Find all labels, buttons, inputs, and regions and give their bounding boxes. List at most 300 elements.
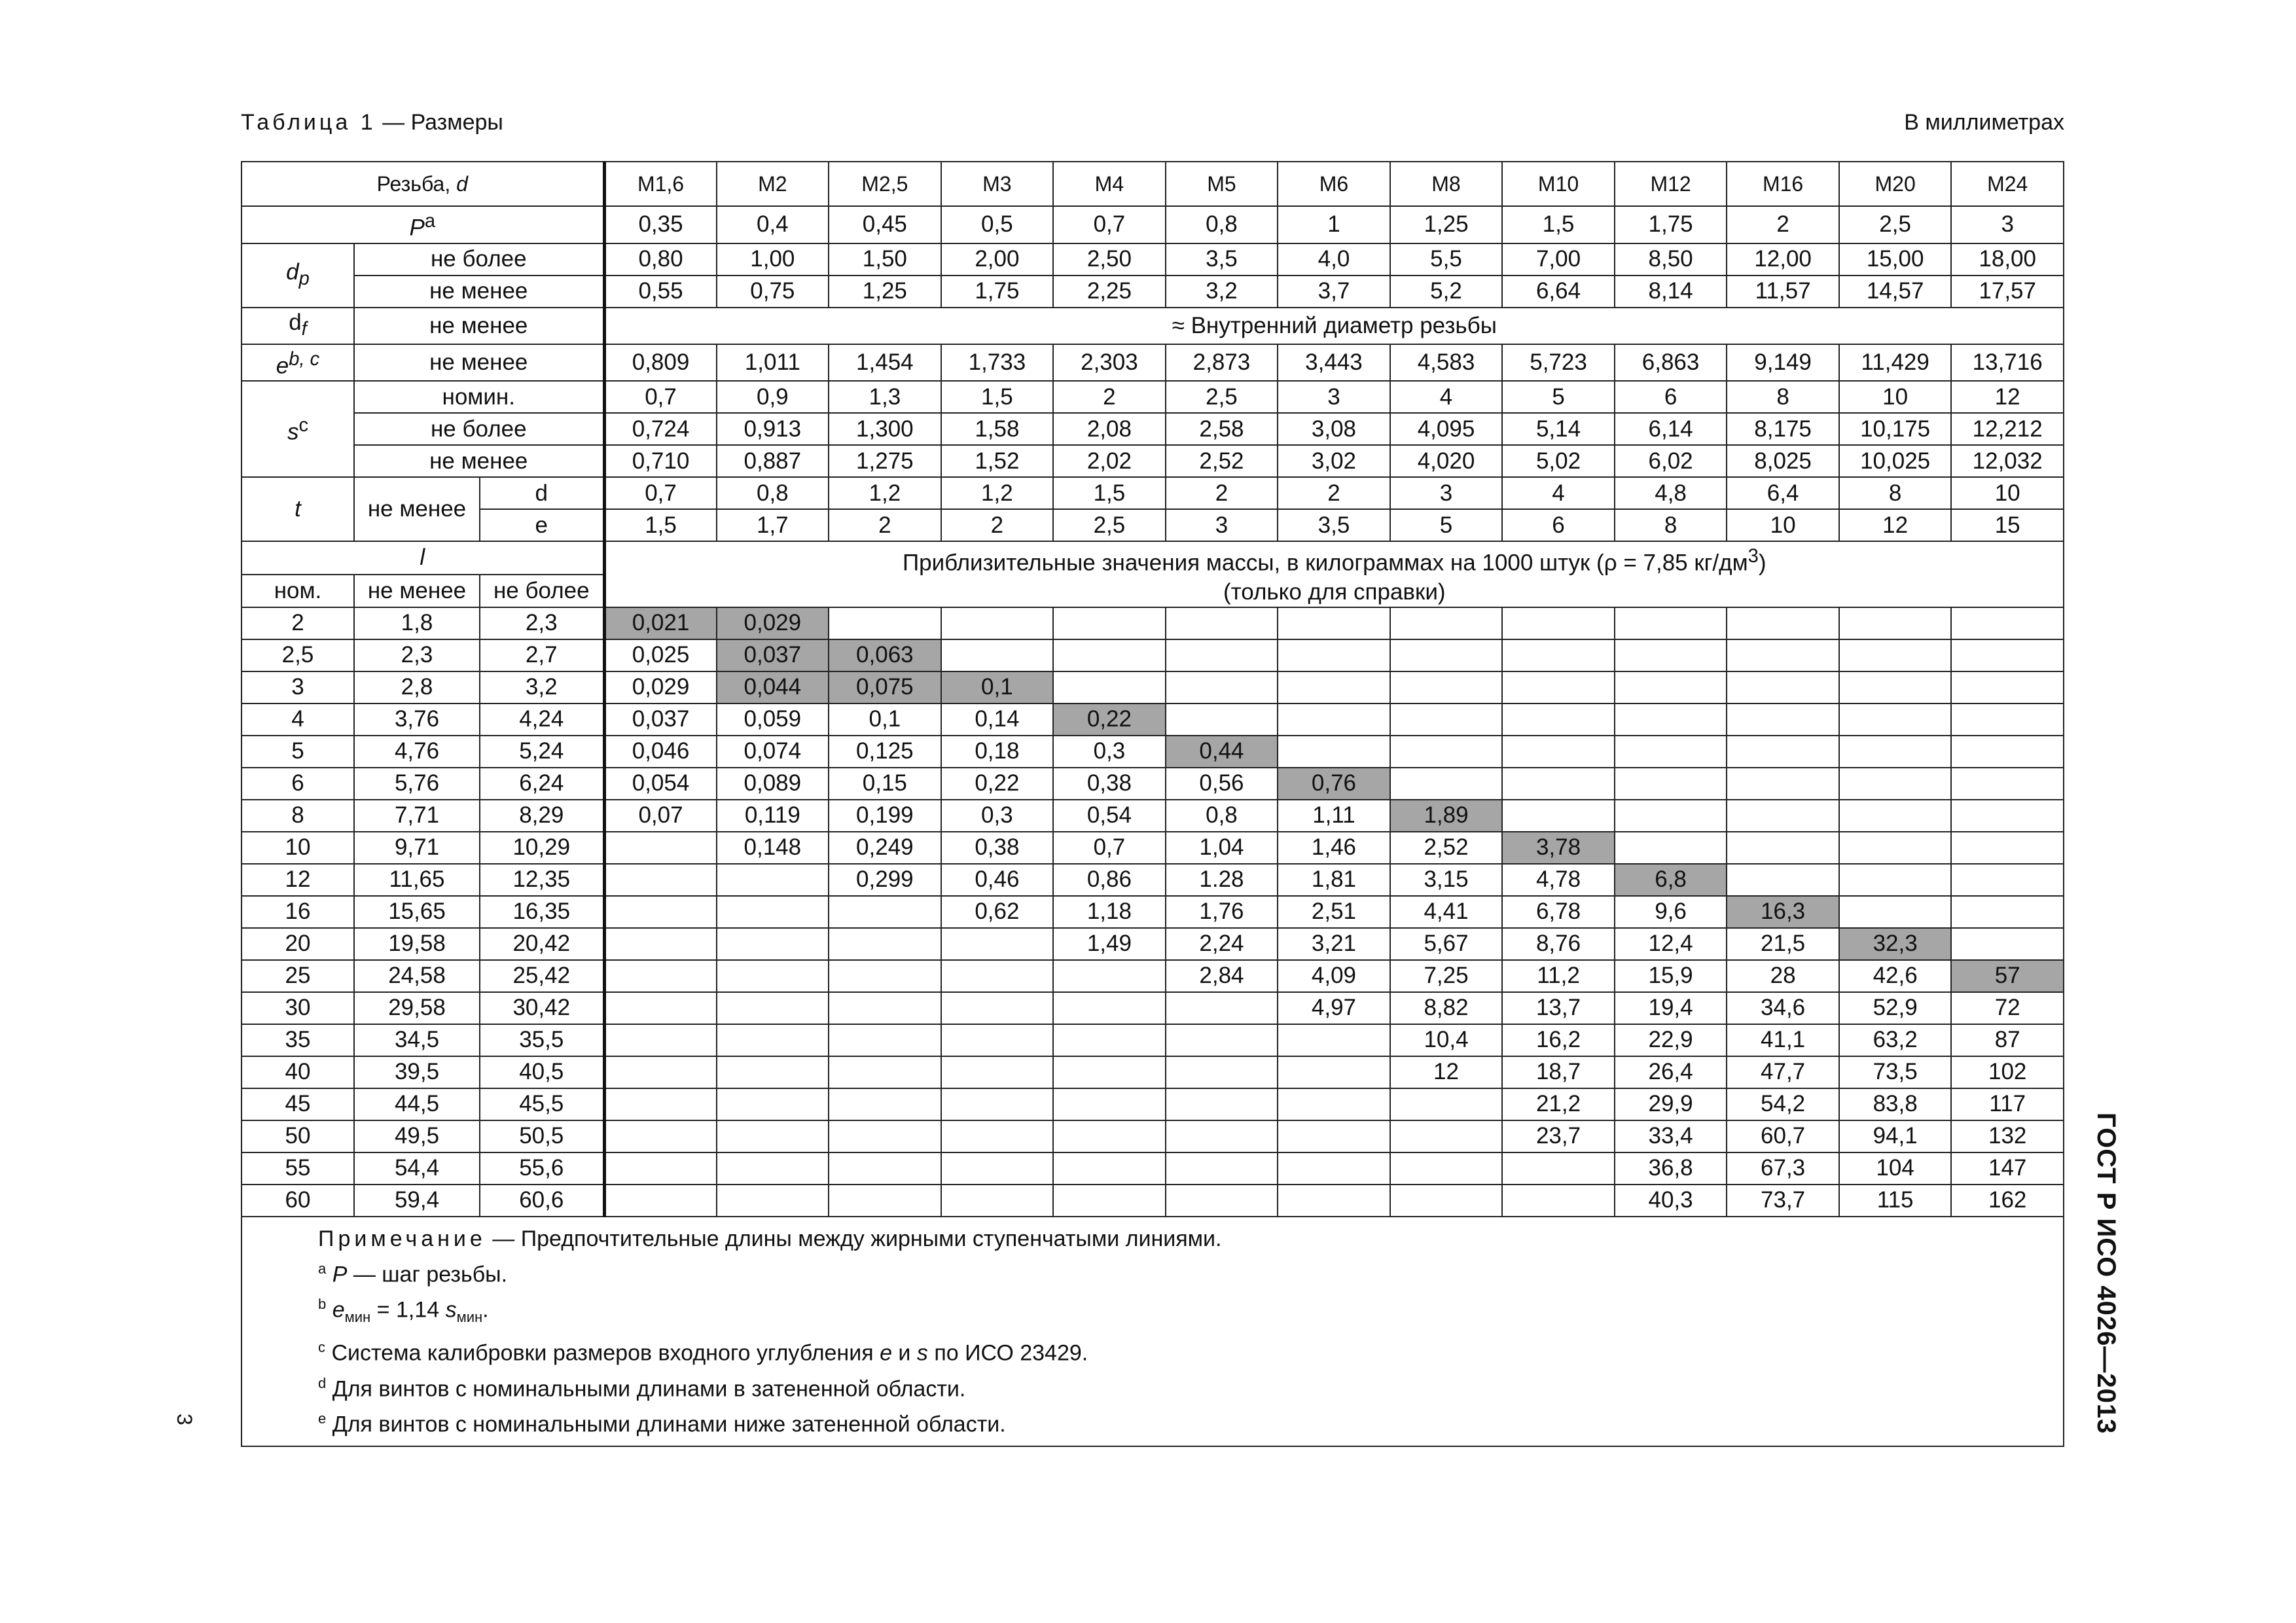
- mass-cell: 0,38: [1053, 768, 1166, 800]
- mass-cell: 72: [1951, 992, 2064, 1024]
- length-max-label: не более: [480, 575, 604, 607]
- value-cell: 1,2: [829, 477, 941, 509]
- value-cell: 0,7: [604, 381, 717, 413]
- value-cell: 2,50: [1053, 243, 1166, 276]
- mass-cell: 11,2: [1502, 960, 1615, 992]
- mass-cell: [829, 1056, 941, 1088]
- length-min-cell: 2,8: [354, 671, 480, 704]
- length-nom-cell: 45: [242, 1088, 354, 1120]
- value-cell: 2,5: [1166, 381, 1278, 413]
- mass-cell: 19,4: [1615, 992, 1727, 1024]
- length-max-cell: 4,24: [480, 704, 604, 736]
- value-cell: 1,5: [1502, 206, 1615, 243]
- row-df: [242, 308, 2064, 344]
- mass-cell: 28: [1727, 960, 1839, 992]
- mass-cell: 0,3: [941, 800, 1054, 832]
- mass-row: [242, 800, 2064, 832]
- mass-cell: [941, 1185, 1054, 1217]
- mass-cell: 0,22: [941, 768, 1054, 800]
- size-header-12: M24: [1951, 162, 2064, 206]
- mass-cell: [941, 1152, 1054, 1185]
- mass-cell: 52,9: [1839, 992, 1952, 1024]
- value-cell: 3,08: [1278, 413, 1390, 445]
- mass-cell: 147: [1951, 1152, 2064, 1185]
- length-min-cell: 5,76: [354, 768, 480, 800]
- size-header-2: M2,5: [829, 162, 941, 206]
- mass-cell: 4,78: [1502, 864, 1615, 896]
- mass-cell: [717, 992, 829, 1024]
- mass-cell: [1615, 736, 1727, 768]
- value-cell: 11,429: [1839, 344, 1952, 382]
- mass-row: [242, 960, 2064, 992]
- length-min-cell: 59,4: [354, 1185, 480, 1217]
- mass-cell: [1053, 1024, 1166, 1056]
- mass-cell: [1839, 832, 1952, 864]
- units-label: В миллиметрах: [1904, 110, 2064, 135]
- mass-cell: [1727, 832, 1839, 864]
- value-cell: 5,2: [1390, 276, 1503, 308]
- mass-cell: 6,78: [1502, 896, 1615, 928]
- mass-cell: 42,6: [1839, 960, 1952, 992]
- mass-cell: [717, 896, 829, 928]
- mass-cell: [1951, 768, 2064, 800]
- mass-row: [242, 864, 2064, 896]
- mass-cell: [1278, 639, 1390, 671]
- mass-cell: 22,9: [1615, 1024, 1727, 1056]
- mass-cell: 0,074: [717, 736, 829, 768]
- mass-cell: [604, 1185, 717, 1217]
- size-header-4: M4: [1053, 162, 1166, 206]
- value-cell: 8: [1615, 509, 1727, 541]
- mass-cell: [941, 1056, 1054, 1088]
- mass-cell: [1278, 671, 1390, 704]
- mass-cell: [1502, 1185, 1615, 1217]
- size-header-9: M12: [1615, 162, 1727, 206]
- mass-cell: [829, 896, 941, 928]
- mass-row: [242, 928, 2064, 960]
- mass-cell: 1,11: [1278, 800, 1390, 832]
- mass-cell: 0,037: [604, 704, 717, 736]
- value-cell: 1,7: [717, 509, 829, 541]
- value-cell: 15: [1951, 509, 2064, 541]
- value-cell: 1,75: [1615, 206, 1727, 243]
- value-cell: 6,4: [1727, 477, 1839, 509]
- mass-cell: [829, 960, 941, 992]
- mass-cell: [1053, 1185, 1166, 1217]
- value-cell: 0,80: [604, 243, 717, 276]
- value-cell: 8,14: [1615, 276, 1727, 308]
- value-cell: 2,25: [1053, 276, 1166, 308]
- mass-cell: [1166, 992, 1278, 1024]
- length-nom-cell: 2,5: [242, 639, 354, 671]
- value-cell: 2,00: [941, 243, 1054, 276]
- s-min-label: не менее: [354, 445, 604, 477]
- length-max-cell: 6,24: [480, 768, 604, 800]
- mass-cell: 73,7: [1727, 1185, 1839, 1217]
- length-max-cell: 45,5: [480, 1088, 604, 1120]
- mass-cell: 1,04: [1166, 832, 1278, 864]
- mass-cell: [1278, 1120, 1390, 1152]
- value-cell: 4,0: [1278, 243, 1390, 276]
- mass-cell: [1727, 704, 1839, 736]
- length-nom-cell: 55: [242, 1152, 354, 1185]
- value-cell: 10,025: [1839, 445, 1952, 477]
- mass-cell: [1278, 1024, 1390, 1056]
- length-max-cell: 30,42: [480, 992, 604, 1024]
- mass-cell: [1951, 928, 2064, 960]
- mass-cell: [829, 607, 941, 639]
- value-cell: 4,583: [1390, 344, 1503, 382]
- mass-cell: [1278, 704, 1390, 736]
- value-cell: 0,35: [604, 206, 717, 243]
- length-nom-label: ном.: [242, 575, 354, 607]
- mass-cell: [1166, 607, 1278, 639]
- value-cell: 1,5: [1053, 477, 1166, 509]
- value-cell: 9,149: [1727, 344, 1839, 382]
- mass-cell: 0,089: [717, 768, 829, 800]
- value-cell: 2,58: [1166, 413, 1278, 445]
- mass-cell: [1390, 671, 1503, 704]
- value-cell: 17,57: [1951, 276, 2064, 308]
- length-min-cell: 44,5: [354, 1088, 480, 1120]
- mass-cell: [1727, 607, 1839, 639]
- mass-cell: [1727, 639, 1839, 671]
- value-cell: 15,00: [1839, 243, 1952, 276]
- thread-header: Резьба, d: [242, 162, 604, 206]
- value-cell: 2: [1278, 477, 1390, 509]
- mass-cell: 2,24: [1166, 928, 1278, 960]
- mass-cell: 0,119: [717, 800, 829, 832]
- notes-row: [242, 1217, 2064, 1446]
- mass-cell: 0,18: [941, 736, 1054, 768]
- mass-cell: 34,6: [1727, 992, 1839, 1024]
- mass-cell: 102: [1951, 1056, 2064, 1088]
- mass-cell: [941, 928, 1054, 960]
- row-dp-min: [242, 276, 2064, 308]
- mass-cell: [1502, 800, 1615, 832]
- value-cell: 1,58: [941, 413, 1054, 445]
- mass-cell: 4,41: [1390, 896, 1503, 928]
- value-cell: 2,873: [1166, 344, 1278, 382]
- mass-cell: [604, 1152, 717, 1185]
- length-min-cell: 1,8: [354, 607, 480, 639]
- value-cell: 0,913: [717, 413, 829, 445]
- value-cell: 0,8: [1166, 206, 1278, 243]
- page-number: 3: [173, 1414, 196, 1425]
- value-cell: 1,00: [717, 243, 829, 276]
- mass-row: [242, 1088, 2064, 1120]
- size-header-1: M2: [717, 162, 829, 206]
- mass-cell: 0,029: [604, 671, 717, 704]
- size-header-7: M8: [1390, 162, 1503, 206]
- size-header-5: M5: [1166, 162, 1278, 206]
- mass-cell: 104: [1839, 1152, 1952, 1185]
- length-nom-cell: 8: [242, 800, 354, 832]
- length-max-cell: 16,35: [480, 896, 604, 928]
- mass-cell: [1951, 704, 2064, 736]
- value-cell: 4,020: [1390, 445, 1503, 477]
- mass-row: [242, 1056, 2064, 1088]
- value-cell: 0,45: [829, 206, 941, 243]
- length-nom-cell: 16: [242, 896, 354, 928]
- mass-cell: [1951, 671, 2064, 704]
- mass-cell: [1166, 1185, 1278, 1217]
- length-min-cell: 24,58: [354, 960, 480, 992]
- mass-cell: [1502, 671, 1615, 704]
- mass-cell: [1951, 800, 2064, 832]
- value-cell: 5: [1390, 509, 1503, 541]
- mass-cell: 15,9: [1615, 960, 1727, 992]
- mass-cell: [1951, 736, 2064, 768]
- value-cell: 1,25: [1390, 206, 1503, 243]
- mass-cell: 0,063: [829, 639, 941, 671]
- length-nom-cell: 25: [242, 960, 354, 992]
- length-min-label: не менее: [354, 575, 480, 607]
- mass-cell: [1053, 639, 1166, 671]
- mass-cell: 32,3: [1839, 928, 1952, 960]
- mass-cell: 23,7: [1502, 1120, 1615, 1152]
- length-max-cell: 40,5: [480, 1056, 604, 1088]
- dimensions-table: [241, 161, 2064, 1447]
- mass-cell: 0,199: [829, 800, 941, 832]
- length-max-cell: 2,7: [480, 639, 604, 671]
- mass-cell: [717, 1185, 829, 1217]
- length-nom-cell: 50: [242, 1120, 354, 1152]
- mass-cell: [1839, 800, 1952, 832]
- value-cell: 4: [1502, 477, 1615, 509]
- mass-cell: 12,4: [1615, 928, 1727, 960]
- mass-cell: [1278, 1088, 1390, 1120]
- value-cell: 5: [1502, 381, 1615, 413]
- mass-cell: 115: [1839, 1185, 1952, 1217]
- mass-cell: 10,4: [1390, 1024, 1503, 1056]
- mass-cell: 0,148: [717, 832, 829, 864]
- mass-cell: [829, 1088, 941, 1120]
- length-max-cell: 10,29: [480, 832, 604, 864]
- mass-cell: 3,78: [1502, 832, 1615, 864]
- mass-cell: 60,7: [1727, 1120, 1839, 1152]
- size-header-6: M6: [1278, 162, 1390, 206]
- value-cell: 2: [829, 509, 941, 541]
- value-cell: 0,9: [717, 381, 829, 413]
- mass-cell: 0,62: [941, 896, 1054, 928]
- length-nom-cell: 20: [242, 928, 354, 960]
- mass-cell: 1,49: [1053, 928, 1166, 960]
- length-min-cell: 11,65: [354, 864, 480, 896]
- mass-cell: [1390, 704, 1503, 736]
- mass-cell: [1502, 1152, 1615, 1185]
- mass-cell: 47,7: [1727, 1056, 1839, 1088]
- length-nom-cell: 10: [242, 832, 354, 864]
- mass-cell: [1278, 607, 1390, 639]
- value-cell: 2,02: [1053, 445, 1166, 477]
- mass-cell: 0,1: [941, 671, 1054, 704]
- mass-cell: [1390, 736, 1503, 768]
- value-cell: 1,75: [941, 276, 1054, 308]
- row-t-e: [242, 509, 2064, 541]
- footnote-b: $^b$ $e_{мин} = 1,14$ $s_{мин}$.: [318, 1296, 489, 1326]
- mass-cell: 2,52: [1390, 832, 1503, 864]
- value-cell: 8,175: [1727, 413, 1839, 445]
- size-header-10: M16: [1727, 162, 1839, 206]
- row-t-d: [242, 477, 2064, 509]
- mass-cell: 67,3: [1727, 1152, 1839, 1185]
- df-min-label: не менее: [354, 308, 604, 344]
- value-cell: 1,733: [941, 344, 1054, 382]
- mass-cell: 21,2: [1502, 1088, 1615, 1120]
- value-cell: 1: [1278, 206, 1390, 243]
- mass-cell: [1615, 832, 1727, 864]
- mass-cell: [1615, 704, 1727, 736]
- mass-cell: 0,299: [829, 864, 941, 896]
- mass-cell: [941, 607, 1054, 639]
- mass-cell: 0,037: [717, 639, 829, 671]
- value-cell: 1,3: [829, 381, 941, 413]
- mass-cell: [1951, 639, 2064, 671]
- mass-cell: [1053, 960, 1166, 992]
- mass-cell: 0,15: [829, 768, 941, 800]
- value-cell: 0,75: [717, 276, 829, 308]
- mass-cell: [604, 896, 717, 928]
- mass-cell: [1053, 607, 1166, 639]
- mass-cell: [1166, 639, 1278, 671]
- mass-cell: [1951, 896, 2064, 928]
- value-cell: 2,303: [1053, 344, 1166, 382]
- mass-cell: 8,82: [1390, 992, 1503, 1024]
- value-cell: 1,25: [829, 276, 941, 308]
- value-cell: 14,57: [1839, 276, 1952, 308]
- mass-row: [242, 639, 2064, 671]
- mass-cell: [604, 1056, 717, 1088]
- mass-cell: 26,4: [1615, 1056, 1727, 1088]
- length-max-cell: 35,5: [480, 1024, 604, 1056]
- mass-cell: [604, 928, 717, 960]
- mass-cell: 18,7: [1502, 1056, 1615, 1088]
- mass-cell: 0,029: [717, 607, 829, 639]
- mass-cell: 0,76: [1278, 768, 1390, 800]
- value-cell: 0,7: [604, 477, 717, 509]
- mass-cell: 0,56: [1166, 768, 1278, 800]
- length-max-cell: 25,42: [480, 960, 604, 992]
- footnote-d: $^d$ Для винтов с номинальными длинами в затененной области.: [318, 1374, 966, 1402]
- mass-cell: [1053, 992, 1166, 1024]
- value-cell: 3,7: [1278, 276, 1390, 308]
- mass-cell: [1390, 1152, 1503, 1185]
- mass-cell: [829, 1152, 941, 1185]
- value-cell: 2: [1727, 206, 1839, 243]
- mass-cell: 0,7: [1053, 832, 1166, 864]
- mass-cell: 0,54: [1053, 800, 1166, 832]
- value-cell: 1,275: [829, 445, 941, 477]
- footnote-c: $^c$ Система калибровки размеров входного углубления e и s по ИСО 23429.: [318, 1339, 1088, 1366]
- value-cell: 10: [1839, 381, 1952, 413]
- mass-cell: [1615, 671, 1727, 704]
- mass-cell: [604, 1024, 717, 1056]
- mass-cell: [1951, 864, 2064, 896]
- mass-cell: [1390, 768, 1503, 800]
- value-cell: 3,443: [1278, 344, 1390, 382]
- mass-cell: [604, 1120, 717, 1152]
- df-value: ≈ Внутренний диаметр резьбы: [604, 308, 2064, 344]
- caption-prefix: Таблица 1: [241, 110, 376, 135]
- mass-cell: [941, 960, 1054, 992]
- mass-cell: [1166, 1088, 1278, 1120]
- mass-cell: 2,51: [1278, 896, 1390, 928]
- mass-row: [242, 992, 2064, 1024]
- value-cell: 6,02: [1615, 445, 1727, 477]
- length-nom-cell: 5: [242, 736, 354, 768]
- mass-cell: 1,81: [1278, 864, 1390, 896]
- df-label: $d_f$: [242, 308, 354, 344]
- value-cell: 3: [1278, 381, 1390, 413]
- value-cell: 4,8: [1615, 477, 1727, 509]
- value-cell: 3: [1166, 509, 1278, 541]
- mass-cell: [604, 832, 717, 864]
- value-cell: 1,50: [829, 243, 941, 276]
- mass-cell: [1278, 1152, 1390, 1185]
- mass-cell: 4,09: [1278, 960, 1390, 992]
- length-nom-cell: 40: [242, 1056, 354, 1088]
- mass-cell: [1166, 1120, 1278, 1152]
- length-max-cell: 60,6: [480, 1185, 604, 1217]
- value-cell: 4,095: [1390, 413, 1503, 445]
- mass-cell: [717, 864, 829, 896]
- mass-cell: [1839, 768, 1952, 800]
- value-cell: 8: [1839, 477, 1952, 509]
- row-s-max: [242, 413, 2064, 445]
- mass-cell: [1615, 800, 1727, 832]
- mass-cell: 40,3: [1615, 1185, 1727, 1217]
- length-nom-cell: 30: [242, 992, 354, 1024]
- value-cell: 1,52: [941, 445, 1054, 477]
- header-row: [242, 162, 2064, 206]
- mass-cell: [1166, 671, 1278, 704]
- mass-cell: 1,76: [1166, 896, 1278, 928]
- mass-row: [242, 832, 2064, 864]
- mass-cell: [1278, 1056, 1390, 1088]
- length-max-cell: 12,35: [480, 864, 604, 896]
- mass-cell: [717, 960, 829, 992]
- value-cell: 12,212: [1951, 413, 2064, 445]
- value-cell: 1,5: [604, 509, 717, 541]
- value-cell: 8,50: [1615, 243, 1727, 276]
- mass-cell: [1951, 832, 2064, 864]
- mass-cell: [1502, 768, 1615, 800]
- mass-cell: 0,125: [829, 736, 941, 768]
- mass-cell: 7,25: [1390, 960, 1503, 992]
- value-cell: 6: [1615, 381, 1727, 413]
- value-cell: 0,887: [717, 445, 829, 477]
- value-cell: 0,4: [717, 206, 829, 243]
- value-cell: 10: [1951, 477, 2064, 509]
- note-line: Примечание — Предпочтительные длины между жирными ступенчатыми линиями.: [318, 1226, 1222, 1251]
- length-min-cell: 29,58: [354, 992, 480, 1024]
- mass-cell: [717, 1024, 829, 1056]
- mass-cell: 162: [1951, 1185, 2064, 1217]
- mass-cell: 0,054: [604, 768, 717, 800]
- mass-cell: 73,5: [1839, 1056, 1952, 1088]
- length-min-cell: 39,5: [354, 1056, 480, 1088]
- mass-cell: [1053, 1088, 1166, 1120]
- value-cell: 0,710: [604, 445, 717, 477]
- mass-cell: 0,46: [941, 864, 1054, 896]
- footnote-e: $^e$ Для винтов с номинальными длинами ниже затененной области.: [318, 1410, 1006, 1437]
- mass-cell: [1166, 1056, 1278, 1088]
- length-max-cell: 8,29: [480, 800, 604, 832]
- size-header-8: M10: [1502, 162, 1615, 206]
- length-min-cell: 7,71: [354, 800, 480, 832]
- s-label: $s^c$: [242, 381, 354, 477]
